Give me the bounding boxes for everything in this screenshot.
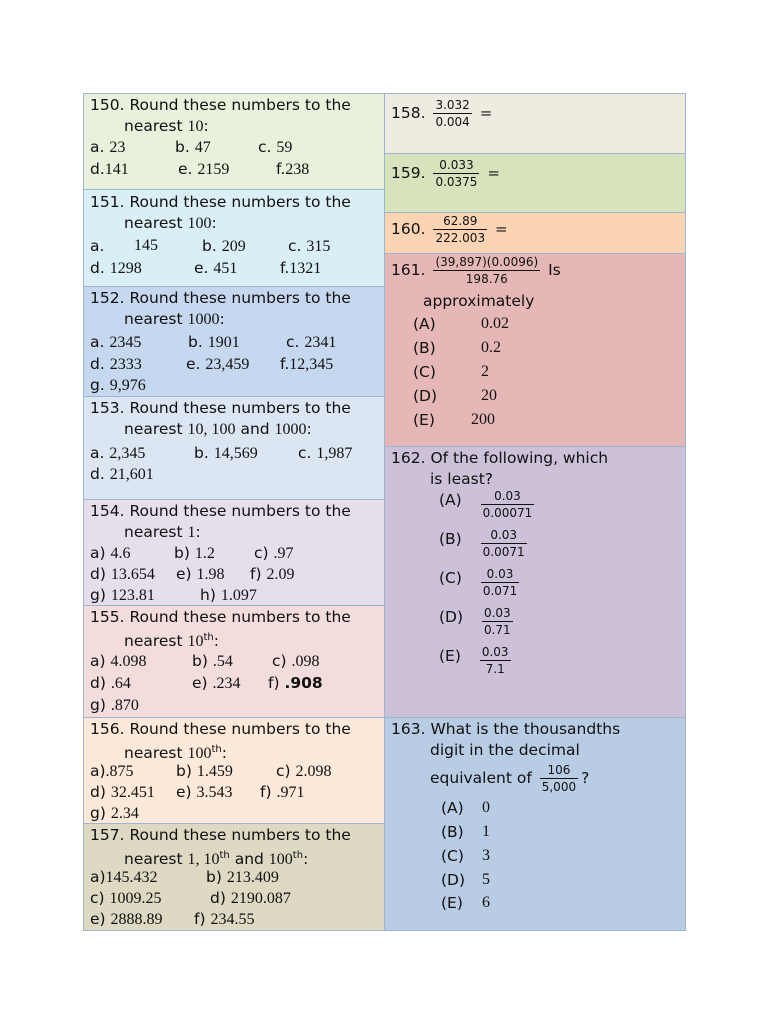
q152-row1: a. 2345 b. 1901 c. 2341 [90,333,337,351]
q154-row3: g) 123.81 h) 1.097 [90,586,257,604]
q155-cell [83,605,385,718]
q161-line2: approximately [423,292,535,310]
q159-expression: 159. $\frac{0.033}{0.0375}$ = [391,158,500,189]
q158-fraction: $\frac{3.032}{0.004}$ [435,98,470,129]
q163-line2: digit in the decimal [430,741,580,759]
q161-option-e: (E) 200 [413,411,495,429]
q161-cell [384,253,686,447]
q155-row3: g) .870 [90,696,139,714]
q152-title-line2: nearest 1000: [124,310,225,328]
q156-row2: d) 32.451 e) 3.543 f) .971 [90,783,305,801]
q151-title: 151. Round these numbers to the [90,193,351,211]
q150-row2: d.141 e. 2159 f.238 [90,160,310,178]
q163-option-a: (A) 0 [441,799,490,817]
q162-option-d: (D) $\frac{0.03}{0.71}$ [439,606,511,637]
q150-cell [83,93,385,190]
q163-option-d: (D) 5 [441,871,490,889]
q153-cell [83,396,385,500]
q156-cell [83,717,385,824]
q161-fraction: $\frac{(39,897)(0.0096)}{198.76}$ [435,255,539,286]
q155-title-line2: nearest 10th: [124,632,220,650]
q160-expression: 160. $\frac{62.89}{222.003}$ = [391,214,508,245]
q162-option-e: (E) $\frac{0.03}{7.1}$ [439,645,509,676]
q154-row1: a) 4.6 b) 1.2 c) .97 [90,544,294,562]
q160-fraction: $\frac{62.89}{222.003}$ [435,214,486,245]
q157-cell [83,823,385,931]
q162-line1: 162. Of the following, which [391,449,609,467]
q156-row3: g) 2.34 [90,804,139,822]
q157-row3: e) 2888.89 f) 234.55 [90,910,255,928]
q153-row2: d. 21,601 [90,465,154,483]
q152-title: 152. Round these numbers to the [90,289,351,307]
q159-fraction: $\frac{0.033}{0.0375}$ [435,158,478,189]
q156-title-line2: nearest 100th: [124,744,228,762]
q163-cell [384,717,686,931]
q153-title-line2: nearest 10, 100 and 1000: [124,420,312,438]
q156-row1: a).875 b) 1.459 c) 2.098 [90,762,332,780]
q157-title-line2: nearest 1, 10th and 100th: [124,850,309,868]
q154-row2: d) 13.654 e) 1.98 f) 2.09 [90,565,295,583]
q157-row2: c) 1009.25 d) 2190.087 [90,889,291,907]
q163-line3: equivalent of $\frac{106}{5,000}$ ? [430,763,590,794]
q154-title: 154. Round these numbers to the [90,502,351,520]
q150-title: 150. Round these numbers to the [90,96,351,114]
q153-row1: a. 2,345 b. 14,569 c. 1,987 [90,444,353,462]
q151-row2: d. 1298 e. 451 f.1321 [90,259,322,277]
q162-option-b: (B) $\frac{0.03}{0.0071}$ [439,528,525,559]
q153-title: 153. Round these numbers to the [90,399,351,417]
q152-cell [83,286,385,397]
q151-row1: a. 145 b. 209 c. 315 [90,237,331,255]
q163-line1: 163. What is the thousandths [391,720,621,738]
q154-title-line2: nearest 1: [124,523,201,541]
q162-option-a: (A) $\frac{0.03}{0.00071}$ [439,489,533,520]
q157-row1: a)145.432 b) 213.409 [90,868,279,886]
q163-option-e: (E) 6 [441,894,490,912]
q161-expression: 161. $\frac{(39,897)(0.0096)}{198.76}$ Is [391,255,561,286]
q152-row3: g. 9,976 [90,376,146,394]
q162-line2: is least? [430,470,494,488]
q159-cell [384,153,686,213]
q161-option-d: (D) 20 [413,387,497,405]
q163-option-c: (C) 3 [441,847,490,865]
q150-row1: a. 23 b. 47 c. 59 [90,138,293,156]
q161-option-c: (C) 2 [413,363,489,381]
q162-option-c: (C) $\frac{0.03}{0.071}$ [439,567,518,598]
q161-option-b: (B) 0.2 [413,339,501,357]
q155-row1: a) 4.098 b) .54 c) .098 [90,652,320,670]
q157-title: 157. Round these numbers to the [90,826,351,844]
q155-row2: d) .64 e) .234 f) .908 [90,674,323,692]
q163-option-b: (B) 1 [441,823,490,841]
q154-cell [83,499,385,606]
q152-row2: d. 2333 e. 23,459 f.12,345 [90,355,334,373]
q158-cell [384,93,686,154]
q160-cell [384,212,686,254]
q155-title: 155. Round these numbers to the [90,608,351,626]
q151-title-line2: nearest 100: [124,214,217,232]
q162-cell [384,446,686,718]
q156-title: 156. Round these numbers to the [90,720,351,738]
q158-expression: 158. $\frac{3.032}{0.004}$ = [391,98,493,129]
q161-option-a: (A) 0.02 [413,315,509,333]
q151-cell [83,189,385,287]
q150-title-line2: nearest 10: [124,117,209,135]
